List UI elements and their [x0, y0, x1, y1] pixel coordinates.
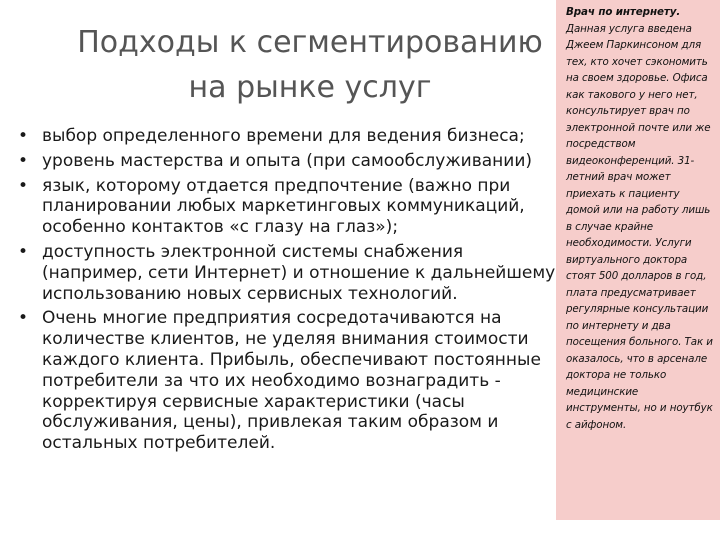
bullet-item — [0, 126, 560, 147]
bullet-item — [0, 176, 560, 238]
bullet-item — [0, 151, 560, 172]
sidebar-note-heading: Врач по интернету. — [566, 6, 681, 18]
bullet-text: выбор определенного времени для ведения бизнеса; — [42, 126, 525, 146]
bullet-marker: • — [18, 126, 29, 146]
sidebar-note — [556, 0, 720, 520]
bullet-text: доступность электронной системы снабжения (например, сети Интернет) и отношение к дальнейшему использованию новых сервисных технологий. — [42, 241, 556, 304]
bullet-marker: • — [18, 175, 29, 196]
bullet-text: Очень многие предприятия сосредотачиваются на количестве клиентов, не уделяя внимания стоимости каждого клиента. Прибыль, обеспечивают постоянные потребители за что их необходимо вознаградить - корректируя сервисные характеристики (часы обслуживания, цены), привлекая таким образом и остальных потребителей. — [42, 308, 541, 454]
bullet-text: уровень мастерства и опыта (при самообслуживании) — [42, 150, 532, 171]
slide-title-line-2: на рынке услуг — [188, 70, 432, 105]
bullet-item — [0, 242, 560, 304]
slide-title — [40, 20, 580, 110]
bullet-marker: • — [18, 241, 29, 262]
bullet-text: язык, которому отдается предпочтение (важно при планировании любых маркетинговых коммуникаций, особенно контактов «с глазу на глаз»); — [42, 175, 525, 238]
sidebar-note-text — [566, 4, 716, 433]
slide-title-line-1: Подходы к сегментированию — [77, 25, 543, 60]
bullet-item — [0, 308, 560, 454]
sidebar-note-body: Данная услуга введена Джеем Паркинсоном для тех, кто хочет сэкономить на своем здоровье. Офиса как такового у него нет, консультирует врач по электронной почте или же посредством видеоконференций. 31-летний врач может приехать к пациенту домой или на работу лишь в случае крайне необходимости. Услуги виртуального доктора стоят 500 долларов в год, плата предусматривает регулярные консультации по интернету и два посещения больного. Так и оказалось, что в арсенале доктора не только медицинские инструменты, но и ноутбук с айфоном. — [566, 22, 713, 431]
bullet-list — [0, 126, 560, 458]
bullet-marker: • — [18, 308, 29, 329]
bullet-marker: • — [18, 150, 29, 171]
